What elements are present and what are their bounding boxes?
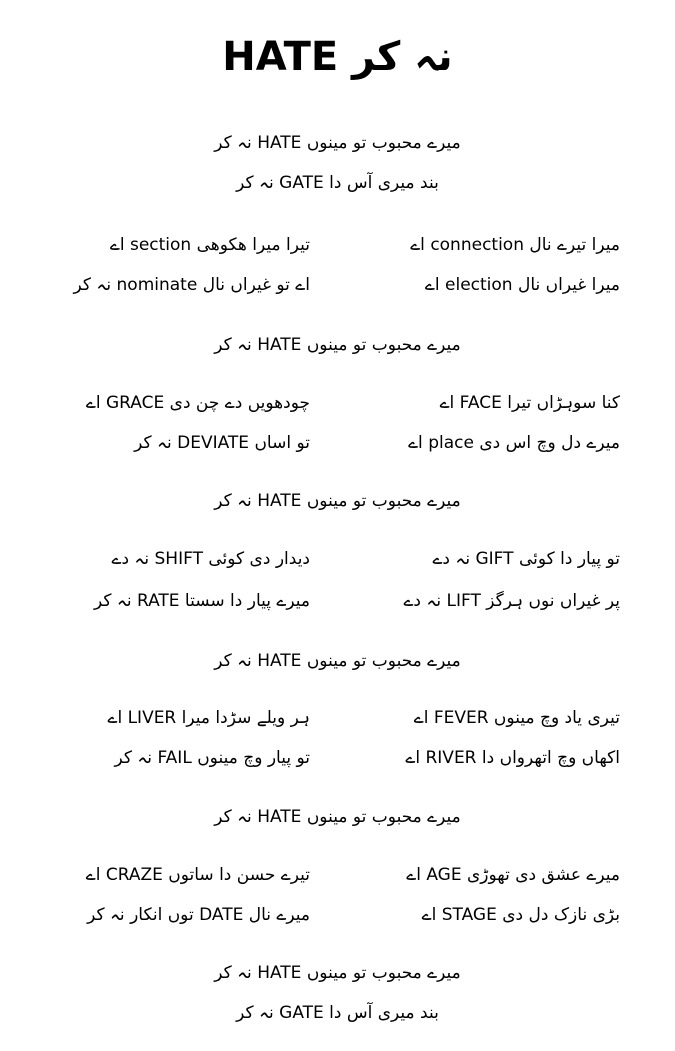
stanza-1-left-2: اے تو غیراں نال nominate نہ کر bbox=[73, 275, 310, 295]
chorus-repeat-1: میرے محبوب تو مینوں HATE نہ کر bbox=[214, 335, 461, 355]
stanza-2-left-1: چودھویں دے چن دی GRACE اے bbox=[85, 393, 310, 413]
chorus-repeat-4: میرے محبوب تو مینوں HATE نہ کر bbox=[214, 807, 461, 827]
stanza-3-left-1: دیدار دی کوئی SHIFT نہ دے bbox=[111, 549, 310, 569]
stanza-3-left-2: میرے پیار دا سستا RATE نہ کر bbox=[93, 591, 310, 611]
stanza-1-left-1: تیرا میرا ھکوھی section اے bbox=[109, 235, 310, 255]
stanza-1-right-2: میرا غیراں نال election اے bbox=[424, 275, 620, 295]
chorus-final-1: میرے محبوب تو مینوں HATE نہ کر bbox=[214, 963, 461, 983]
chorus-repeat-3: میرے محبوب تو مینوں HATE نہ کر bbox=[214, 651, 461, 671]
stanza-5-right-1: میرے عشق دی تھوڑی AGE اے bbox=[406, 865, 620, 885]
stanza-4-left-1: ہر ویلے سڑدا میرا LIVER اے bbox=[107, 708, 310, 728]
chorus-line-2: بند میری آس دا GATE نہ کر bbox=[236, 173, 439, 193]
chorus-repeat-2: میرے محبوب تو مینوں HATE نہ کر bbox=[214, 491, 461, 511]
stanza-3-right-1: تو پیار دا کوئی GIFT نہ دے bbox=[432, 549, 620, 569]
stanza-4-left-2: تو پیار وچ مینوں FAIL نہ کر bbox=[114, 748, 310, 768]
stanza-4-right-1: تیری یاد وچ مینوں FEVER اے bbox=[413, 708, 620, 728]
stanza-1-right-1: میرا تیرے نال connection اے bbox=[410, 235, 620, 255]
stanza-2-right-1: کنا سوہڑاں تیرا FACE اے bbox=[439, 393, 620, 413]
stanza-5-left-1: تیرے حسن دا ساتوں CRAZE اے bbox=[85, 865, 310, 885]
stanza-3-right-2: پر غیراں نوں ہرگز LIFT نہ دے bbox=[403, 591, 620, 611]
stanza-2-right-2: میرے دل وچ اس دی place اے bbox=[408, 433, 620, 453]
stanza-5-left-2: میرے نال DATE توں انکار نہ کر bbox=[87, 905, 310, 925]
stanza-5-right-2: بڑی نازک دل دی STAGE اے bbox=[421, 905, 620, 925]
stanza-4-right-2: اکھاں وچ اتھرواں دا RIVER اے bbox=[405, 748, 620, 768]
chorus-final-2: بند میری آس دا GATE نہ کر bbox=[236, 1003, 439, 1023]
stanza-2-left-2: تو اساں DEVIATE نہ کر bbox=[134, 433, 310, 453]
page-title: HATE نہ کر bbox=[222, 34, 453, 80]
chorus-line-1: میرے محبوب تو مینوں HATE نہ کر bbox=[214, 133, 461, 153]
